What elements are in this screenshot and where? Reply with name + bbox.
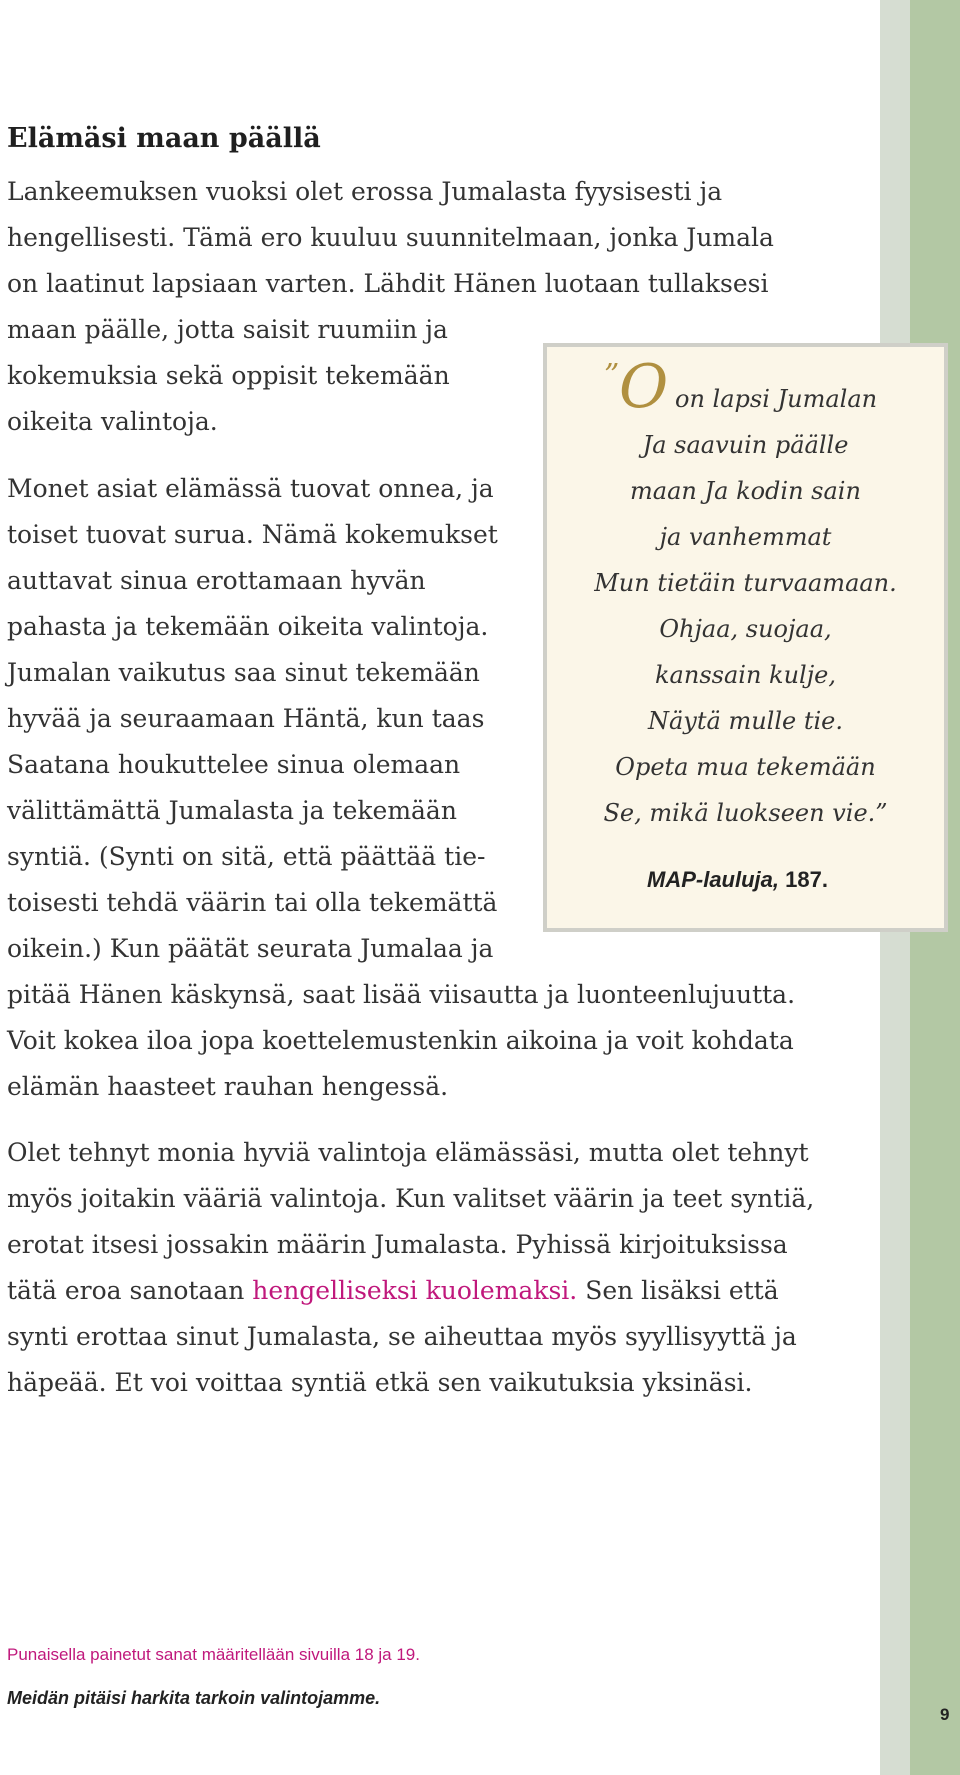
hymn-quote-box [543, 343, 948, 932]
defined-term-link[interactable]: hengelliseksi kuolemaksi. [252, 1276, 578, 1305]
paragraph-line: oikein.) Kun päätät seurata Jumalaa ja [7, 934, 494, 963]
quote-first-line: on lapsi Jumalan [675, 385, 878, 413]
paragraph-line: on laatinut lapsiaan varten. Lähdit Hänen luotaan tullaksesi [7, 269, 769, 298]
caption: Meidän pitäisi harkita tarkoin valintojamme. [7, 1688, 381, 1708]
paragraph-line: toisesti tehdä väärin tai olla tekemättä [7, 888, 498, 917]
page-number: 9 [940, 1705, 950, 1724]
paragraph-line: Olet tehnyt monia hyviä valintoja elämässäsi, mutta olet tehnyt [7, 1138, 809, 1167]
paragraph-line: erotat itsesi jossakin määrin Jumalasta. Pyhissä kirjoituksissa [7, 1230, 788, 1259]
footnote: Punaisella painetut sanat määritellään sivuilla 18 ja 19. [7, 1645, 420, 1664]
hymn-number: 187. [779, 867, 828, 892]
paragraph-line-with-term [7, 1276, 779, 1306]
quote-attribution [647, 867, 828, 893]
section-heading: Elämäsi maan päällä [7, 123, 321, 154]
quote-line: Se, mikä luokseen vie.” [603, 799, 888, 827]
quote-line: Ja saavuin päälle [642, 431, 849, 459]
paragraph-line: toiset tuovat surua. Nämä kokemukset [7, 520, 498, 549]
paragraph-line: syntiä. (Synti on sitä, että päättää tie- [7, 842, 486, 871]
paragraph-line: Jumalan vaikutus saa sinut tekemään [7, 658, 480, 687]
hymnbook-title: MAP-lauluja, [647, 867, 780, 892]
quote-line: Opeta mua tekemään [615, 753, 876, 781]
paragraph-line: maan päälle, jotta saisit ruumiin ja [7, 315, 448, 344]
drop-cap: O [619, 352, 669, 422]
paragraph-line: kokemuksia sekä oppisit tekemään [7, 361, 450, 390]
quote-line: maan Ja kodin sain [630, 477, 861, 505]
paragraph-line: oikeita valintoja. [7, 407, 218, 436]
text-run: tätä eroa sanotaan [7, 1276, 253, 1305]
quote-line: Mun tietäin turvaamaan. [594, 569, 897, 597]
paragraph-line: pahasta ja tekemään oikeita valintoja. [7, 612, 489, 641]
paragraph-line: Saatana houkuttelee sinua olemaan [7, 750, 461, 779]
paragraph-line: myös joitakin vääriä valintoja. Kun valitset väärin ja teet syntiä, [7, 1184, 815, 1213]
paragraph-line: elämän haasteet rauhan hengessä. [7, 1072, 449, 1101]
paragraph-line: häpeää. Et voi voittaa syntiä etkä sen vaikutuksia yksinäsi. [7, 1368, 753, 1397]
paragraph-line: Monet asiat elämässä tuovat onnea, ja [7, 474, 494, 503]
paragraph-line: hengellisesti. Tämä ero kuuluu suunnitelmaan, jonka Jumala [7, 223, 774, 252]
paragraph-line: Lankeemuksen vuoksi olet erossa Jumalasta fyysisesti ja [7, 177, 723, 206]
quote-line: Näytä mulle tie. [648, 707, 843, 735]
paragraph-line: Voit kokea iloa jopa koettelemustenkin aikoina ja voit kohdata [7, 1026, 794, 1055]
quote-line: Ohjaa, suojaa, [659, 615, 832, 643]
quote-line: kanssain kulje, [655, 661, 836, 689]
text-run: Sen lisäksi että [577, 1276, 779, 1305]
paragraph-line: pitää Hänen käskynsä, saat lisää viisautta ja luonteenlujuutta. [7, 980, 796, 1009]
paragraph-line: välittämättä Jumalasta ja tekemään [7, 796, 457, 825]
paragraph-line: hyvää ja seuraamaan Häntä, kun taas [7, 704, 485, 733]
quote-line: ja vanhemmat [659, 523, 832, 551]
paragraph-line: auttavat sinua erottamaan hyvän [7, 566, 426, 595]
paragraph-line: synti erottaa sinut Jumalasta, se aiheuttaa myös syyllisyyttä ja [7, 1322, 797, 1351]
open-quote-mark: ” [604, 358, 620, 393]
